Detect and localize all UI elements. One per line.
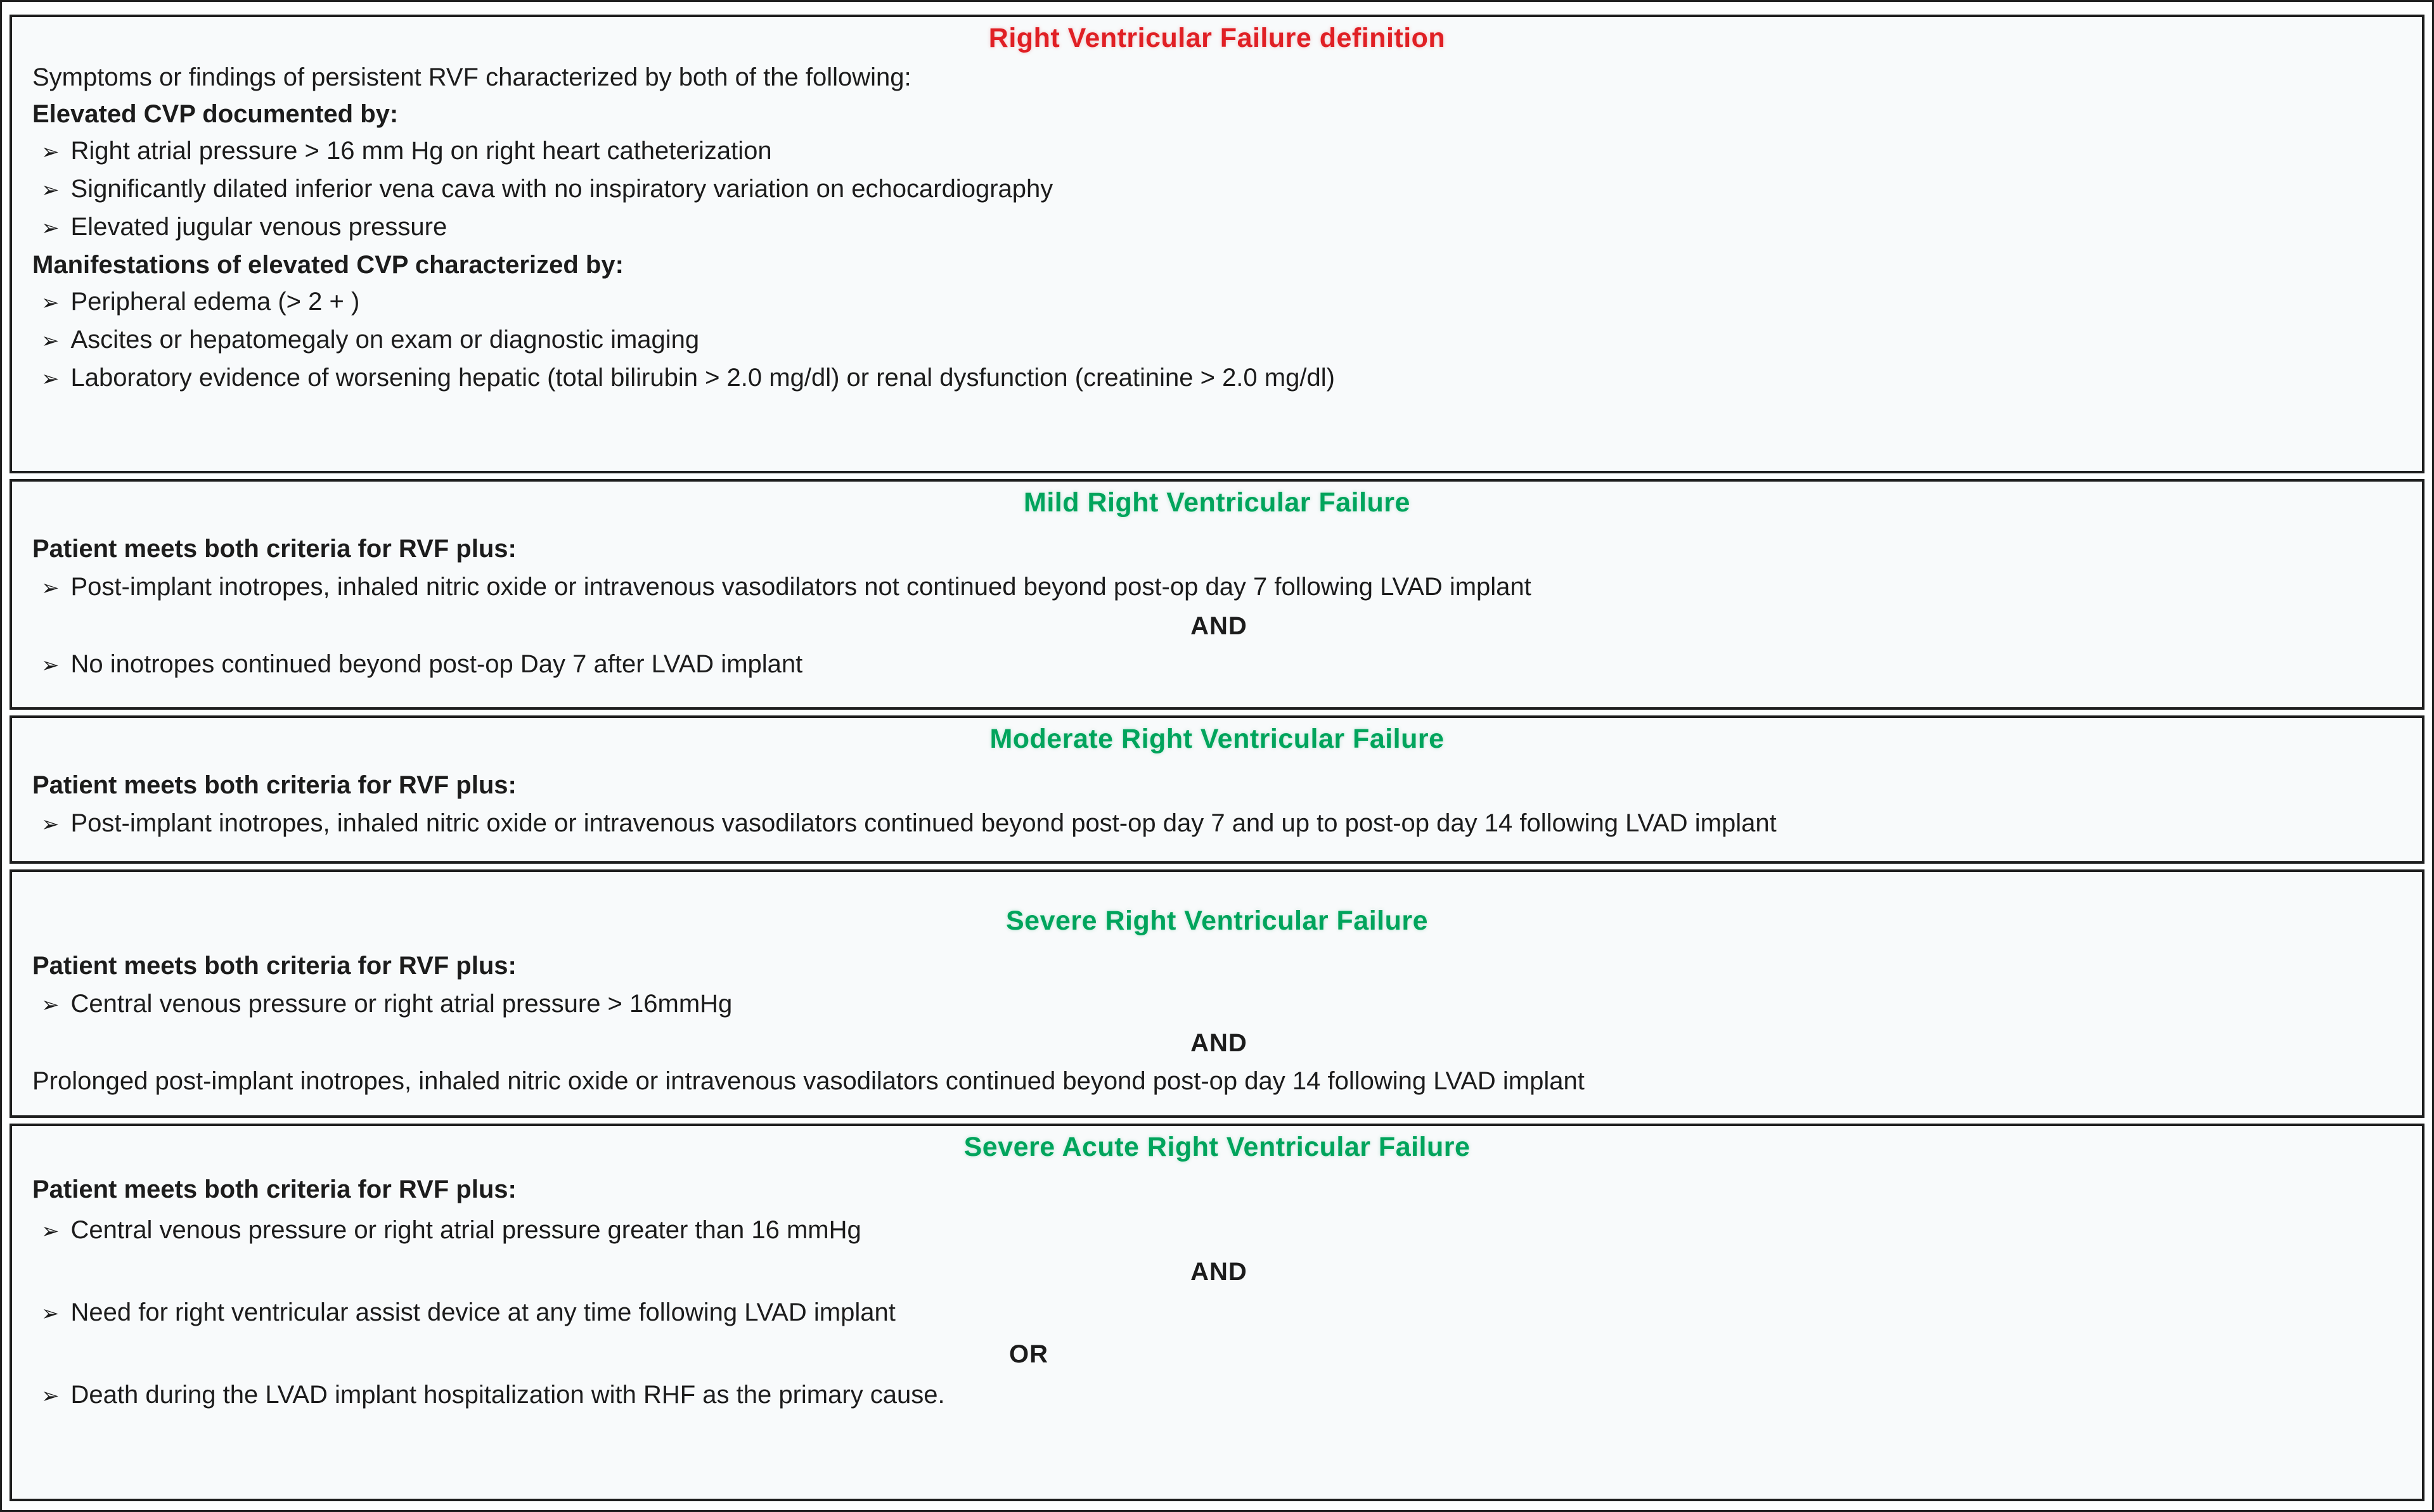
bullet-text: Ascites or hepatomegaly on exam or diagnostic imaging: [70, 326, 700, 354]
logic-connector: AND: [1190, 1029, 1247, 1057]
section-moderate-rvf: [10, 715, 2424, 864]
criteria-subheading: Manifestations of elevated CVP characterized by:: [32, 251, 624, 279]
section-title-moderate-rvf: Moderate Right Ventricular Failure: [989, 724, 1445, 754]
arrowhead-bullet-icon: ➢: [41, 177, 60, 203]
section-title-severe-acute-rvf: Severe Acute Right Ventricular Failure: [963, 1132, 1471, 1162]
arrowhead-bullet-icon: ➢: [41, 812, 60, 837]
text-line: Symptoms or findings of persistent RVF characterized by both of the following:: [32, 63, 911, 91]
criteria-subheading: Patient meets both criteria for RVF plus:: [32, 771, 517, 799]
logic-connector: OR: [1009, 1340, 1048, 1368]
bullet-text: Peripheral edema (> 2 + ): [70, 288, 360, 316]
bullet-text: Significantly dilated inferior vena cava with no inspiratory variation on echocardiography: [70, 175, 1053, 203]
arrowhead-bullet-icon: ➢: [41, 1301, 60, 1326]
bullet-text: Post-implant inotropes, inhaled nitric oxide or intravenous vasodilators not continued beyond post-op day 7 following LVAD implant: [70, 573, 1531, 601]
criteria-subheading: Elevated CVP documented by:: [32, 100, 399, 128]
bullet-text: Central venous pressure or right atrial pressure greater than 16 mmHg: [70, 1216, 861, 1244]
arrowhead-bullet-icon: ➢: [41, 1219, 60, 1244]
arrowhead-bullet-icon: ➢: [41, 290, 60, 316]
bullet-text: Need for right ventricular assist device at any time following LVAD implant: [70, 1298, 896, 1326]
bullet-item: [29, 985, 2405, 1024]
bullet-item: [29, 1210, 2405, 1252]
arrowhead-bullet-icon: ➢: [41, 575, 60, 601]
arrowhead-bullet-icon: ➢: [41, 653, 60, 678]
section-rvf-definition: [10, 15, 2424, 473]
bullet-item: [29, 568, 2405, 607]
bullet-text: Death during the LVAD implant hospitalization with RHF as the primary cause.: [70, 1381, 945, 1409]
arrowhead-bullet-icon: ➢: [41, 139, 60, 165]
bullet-text: No inotropes continued beyond post-op Day 7 after LVAD implant: [70, 650, 803, 678]
bullet-text: Post-implant inotropes, inhaled nitric oxide or intravenous vasodilators continued beyond post-op day 7 and up to post-op day 14 following LVAD implant: [70, 809, 1777, 837]
criteria-subheading: Patient meets both criteria for RVF plus:: [32, 952, 517, 980]
section-severe-rvf: [10, 869, 2424, 1118]
bullet-item: [29, 321, 2405, 359]
section-title-rvf-definition: Right Ventricular Failure definition: [988, 23, 1446, 53]
arrowhead-bullet-icon: ➢: [41, 366, 60, 392]
bullet-item: [29, 132, 2405, 170]
bullet-text: Elevated jugular venous pressure: [70, 213, 448, 241]
bullet-text: Laboratory evidence of worsening hepatic (total bilirubin > 2.0 mg/dl) or renal dysfunction (creatinine > 2.0 mg/dl): [70, 364, 1335, 392]
criteria-subheading: Patient meets both criteria for RVF plus:: [32, 535, 517, 563]
logic-connector: AND: [1190, 612, 1247, 640]
section-title-severe-rvf: Severe Right Ventricular Failure: [1005, 906, 1429, 936]
bullet-text: Central venous pressure or right atrial pressure > 16mmHg: [70, 990, 733, 1018]
arrowhead-bullet-icon: ➢: [41, 1383, 60, 1409]
text-line: Prolonged post-implant inotropes, inhaled nitric oxide or intravenous vasodilators continued beyond post-op day 14 following LVAD implant: [32, 1067, 1585, 1095]
bullet-item: [29, 1292, 2405, 1334]
bullet-item: [29, 208, 2405, 247]
section-mild-rvf: [10, 479, 2424, 710]
bullet-item: [29, 804, 2405, 843]
criteria-subheading: Patient meets both criteria for RVF plus:: [32, 1176, 517, 1203]
bullet-text: Right atrial pressure > 16 mm Hg on right heart catheterization: [70, 137, 772, 165]
arrowhead-bullet-icon: ➢: [41, 328, 60, 354]
bullet-item: [29, 1374, 2405, 1416]
section-title-mild-rvf: Mild Right Ventricular Failure: [1024, 487, 1410, 518]
section-severe-acute-rvf: [10, 1124, 2424, 1501]
bullet-item: [29, 283, 2405, 321]
bullet-item: [29, 645, 2405, 684]
bullet-item: [29, 359, 2405, 397]
logic-connector: AND: [1190, 1258, 1247, 1286]
bullet-item: [29, 170, 2405, 208]
arrowhead-bullet-icon: ➢: [41, 215, 60, 241]
arrowhead-bullet-icon: ➢: [41, 992, 60, 1018]
